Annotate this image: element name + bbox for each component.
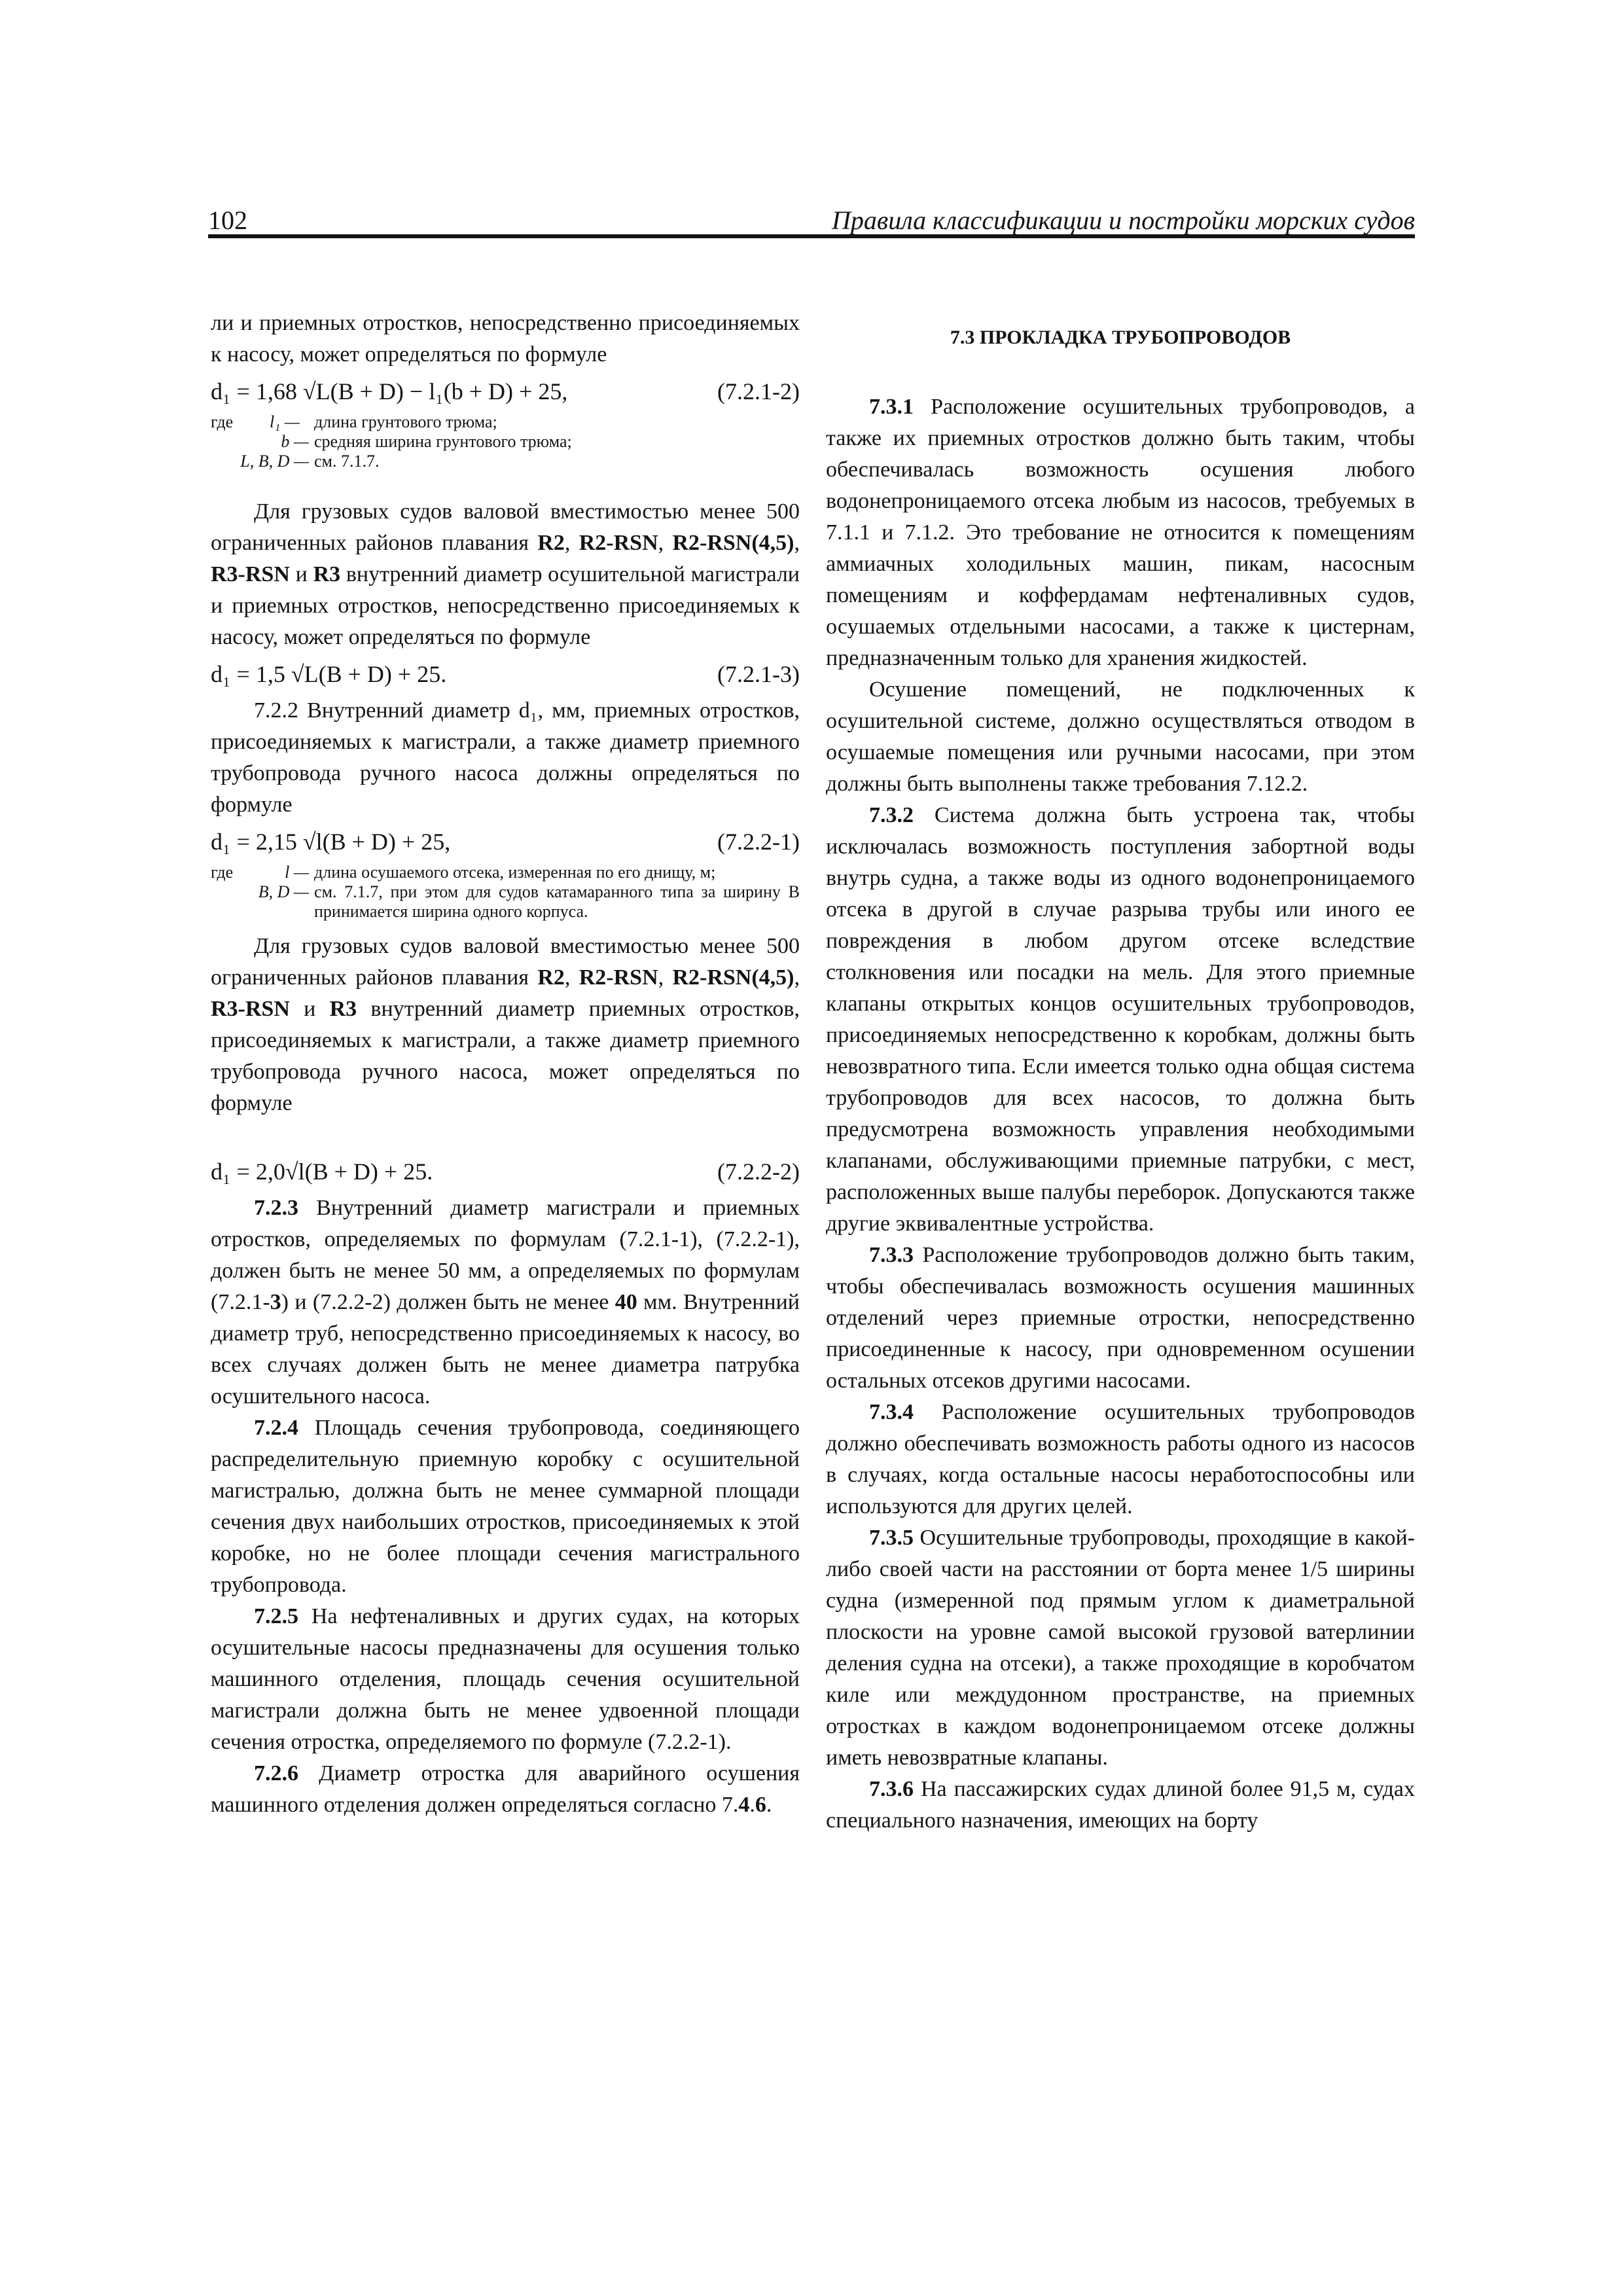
paragraph: 7.2.3 Внутренний диаметр магистрали и приемных отростков, определяемых по формулам (7.2.1-1), (7.2.2-1), должен быть не менее 50 мм, а определяемых по формулам (7.2.1-3) и (7.2.2-2) должен быть не менее 40 мм. Внутренний диаметр труб, непосредственно присоединяемых к насосу, во всех случаях должен быть не менее диаметра патрубка осушительного насоса. (211, 1196, 800, 1408)
formula-number: (7.2.2-1) (717, 829, 800, 855)
legend-key: b — (281, 432, 309, 451)
paragraph: 7.2.5 На нефтеналивных и других судах, на которых осушительные насосы предназначены для осушения только машинного отделения, площадь сечения осушительной магистрали должна быть не менее удвоенной площади сечения отростка, определяемого по формуле (7.2.2-1). (211, 1604, 800, 1754)
formula-7-2-2-2 (211, 1153, 800, 1190)
legend-desc: см. 7.1.7, при этом для судов катамаранного типа за ширину B принимается ширина одного корпуса. (314, 882, 800, 921)
legend-key: B, D — (258, 882, 309, 901)
paragraph: 7.3.4 Расположение осушительных трубопроводов должно обеспечивать возможность работы одного из насосов в случаях, когда остальные насосы неработоспособны или используются для других целей. (826, 1400, 1415, 1518)
formula-expression: d₁ = 1,68 √L(B + D) − l₁(b + D) + 25, (211, 378, 568, 404)
paragraph: 7.2.4 Площадь сечения трубопровода, соединяющего распределительную приемную коробку с осушительной магистралью, должна быть не менее суммарной площади сечения двух наибольших отростков, присоединяемых к этой коробке, но не более площади сечения магистрального трубопровода. (211, 1416, 800, 1597)
legend-row (211, 863, 800, 882)
formula-expression: d₁ = 1,5 √L(B + D) + 25. (211, 661, 447, 687)
right-column (826, 308, 1415, 1837)
formula-legend (211, 412, 800, 471)
paragraph: 7.3.6 На пассажирских судах длиной более 91,5 м, судах специального назначения, имеющих на борту (826, 1777, 1415, 1833)
formula-number: (7.2.2-2) (717, 1158, 800, 1185)
formula-7-2-1-3 (211, 656, 800, 692)
paragraph: 7.3.3 Расположение трубопроводов должно быть таким, чтобы обеспечивалась возможность осушения машинных отделений через приемные отростки, непосредственно присоединенные к насосу, при одновременном осушении остальных отсеков другими насосами. (826, 1243, 1415, 1393)
legend-desc: длина грунтового трюма; (314, 412, 497, 431)
paragraph: 7.3.5 Осушительные трубопроводы, проходящие в какой-либо своей части на расстоянии от борта менее 1/5 ширины судна (измеренной под прямым углом к диаметральной плоскости на уровне самой высокой грузовой ватерлинии деления судна на отсеки), а также проходящие в коробчатом киле или междудонном пространстве, на приемных отростках в каждом водонепроницаемом отсеке должны иметь невозвратные клапаны. (826, 1526, 1415, 1770)
left-column (211, 308, 800, 1821)
legend-row (211, 882, 800, 922)
paragraph: Осушение помещений, не подключенных к осушительной системе, должно осуществляться отводом в осушаемые помещения или ручными насосами, при этом должны быть выполнены также требования 7.12.2. (826, 677, 1415, 796)
paragraph: 7.3.1 Расположение осушительных трубопроводов, а также их приемных отростков должно быть таким, чтобы обеспечивалась возможность осушения любого водонепроницаемого отсека любым из насосов, требуемых в 7.1.1 и 7.1.2. Это требование не относится к помещениям аммиачных холодильных машин, пикам, насосным помещениям и коффердамам нефтеналивных судов, осушаемых отдельными насосами, а также к цистернам, предназначенным только для хранения жидкостей. (826, 395, 1415, 670)
legend-desc: средняя ширина грунтового трюма; (314, 432, 572, 451)
paragraph: Для грузовых судов валовой вместимостью менее 500 ограниченных районов плавания R2, R2-RSN, R2-RSN(4,5), R3-RSN и R3 внутренний диаметр приемных отростков, присоединяемых к магистрали, а также диаметр приемного трубопровода ручного насоса, может определяться по формуле (211, 934, 800, 1115)
section-title: 7.3 ПРОКЛАДКА ТРУБОПРОВОДОВ (950, 327, 1291, 348)
legend-key: L, B, D — (240, 452, 309, 471)
paragraph: 7.2.6 Диаметр отростка для аварийного осушения машинного отделения должен определяться согласно 7.4.6. (211, 1761, 800, 1817)
formula-expression: d₁ = 2,0√l(B + D) + 25. (211, 1158, 433, 1185)
header-rule (208, 234, 1415, 238)
formula-number: (7.2.1-2) (717, 378, 800, 404)
formula-7-2-1-2 (211, 373, 800, 410)
paragraph: Для грузовых судов валовой вместимостью менее 500 ограниченных районов плавания R2, R2-RSN, R2-RSN(4,5), R3-RSN и R3 внутренний диаметр осушительной магистрали и приемных отростков, непосредственно присоединяемых к насосу, может определяться по формуле (211, 499, 800, 649)
legend-where: где (211, 412, 234, 431)
paragraph: ли и приемных отростков, непосредственно присоединяемых к насосу, может определяться по формуле (211, 311, 800, 367)
formula-legend (211, 863, 800, 922)
running-title: Правила классификации и постройки морских судов (831, 206, 1415, 235)
paragraph: 7.2.2 Внутренний диаметр d₁, мм, приемных отростков, присоединяемых к магистрали, а также диаметр приемного трубопровода ручного насоса должны определяться по формуле (211, 698, 800, 817)
legend-desc: см. 7.1.7. (314, 452, 380, 471)
legend-key: l — (285, 863, 309, 882)
paragraph: 7.3.2 Система должна быть устроена так, чтобы исключалась возможность поступления забортной воды внутрь судна, а также воды из одного водонепроницаемого отсека в другой в случае разрыва трубы или иного ее повреждения в любом другом отсеке вследствие столкновения или посадки на мель. Для этого приемные клапаны открытых концов осушительных трубопроводов, присоединяемых непосредственно к коробкам, должны быть невозвратного типа. Если имеется только одна общая система трубопроводов для всех насосов, то должна быть предусмотрена возможность управления необходимыми клапанами, обслуживающими приемные патрубки, с мест, расположенных выше палубы переборок. Допускаются также другие эквивалентные устройства. (826, 803, 1415, 1236)
legend-row (211, 432, 800, 452)
formula-number: (7.2.1-3) (717, 661, 800, 687)
legend-row (211, 412, 800, 432)
legend-desc: длина осушаемого отсека, измеренная по его днищу, м; (314, 863, 716, 882)
legend-row (211, 452, 800, 471)
legend-where: где (211, 863, 234, 882)
formula-expression: d₁ = 2,15 √l(B + D) + 25, (211, 829, 451, 855)
formula-7-2-2-1 (211, 823, 800, 860)
page-number: 102 (208, 206, 247, 235)
legend-key: l₁ — (270, 412, 300, 431)
